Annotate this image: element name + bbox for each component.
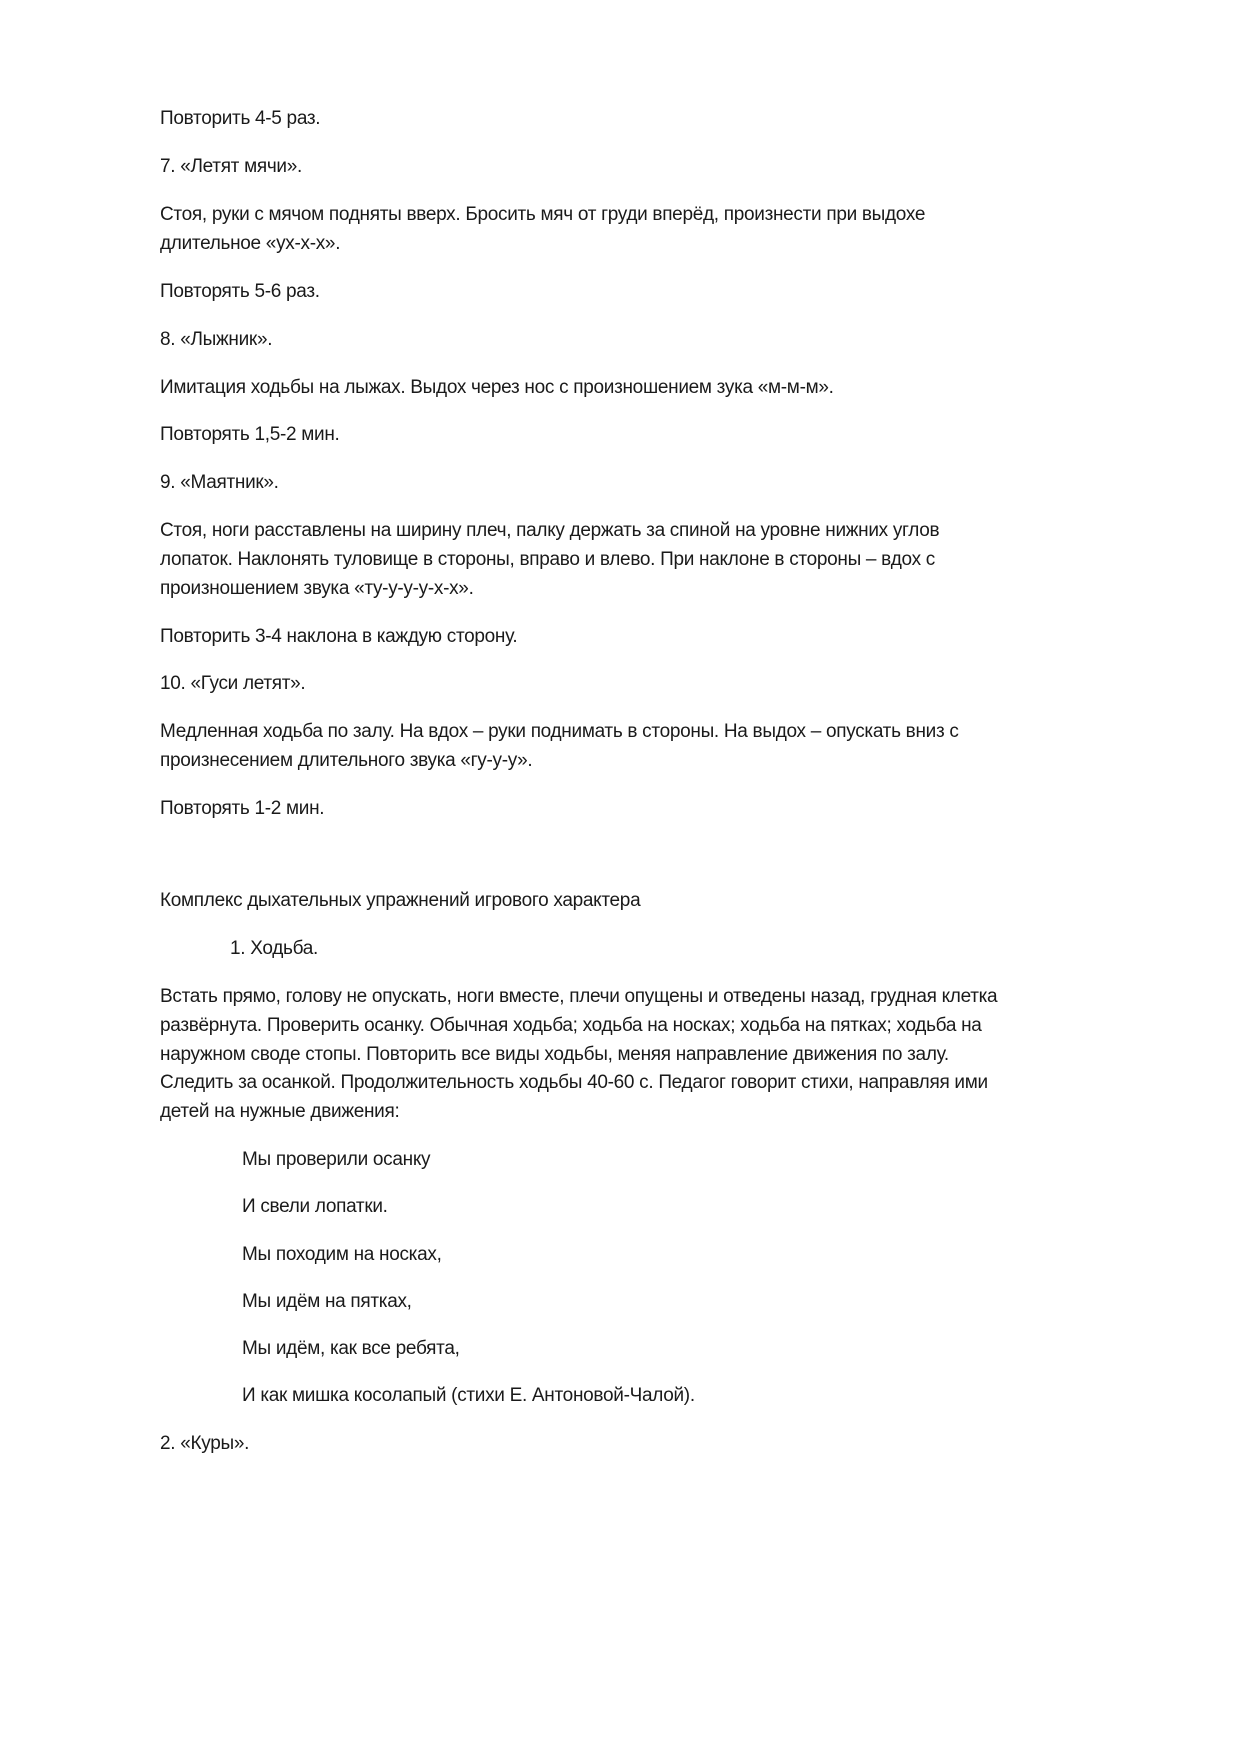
exercise-8-repeat: Повторять 1,5-2 мин.	[160, 424, 340, 445]
exercise-9-description-line-1: Стоя, ноги расставлены на ширину плеч, палку держать за спиной на уровне нижних углов	[160, 520, 940, 541]
exercise-7-repeat: Повторять 5-6 раз.	[160, 281, 320, 302]
exercise-heading-7: 7. «Летят мячи».	[160, 156, 302, 177]
poem-line-2: И свели лопатки.	[242, 1196, 388, 1217]
list-item-walking: 1. Ходьба.	[230, 938, 319, 959]
repeat-instruction: Повторить 4-5 раз.	[160, 108, 321, 129]
exercise-9-description-line-2: лопаток. Наклонять туловище в стороны, вправо и влево. При наклоне в стороны – вдох с	[160, 549, 935, 570]
exercise-heading-9: 9. «Маятник».	[160, 472, 279, 493]
exercise-heading-10: 10. «Гуси летят».	[160, 673, 306, 694]
poem-line-3: Мы походим на носках,	[242, 1244, 442, 1265]
poem-line-4: Мы идём на пятках,	[242, 1291, 412, 1312]
exercise-10-repeat: Повторять 1-2 мин.	[160, 798, 325, 819]
exercise-10-description-line-2: произнесением длительного звука «гу-у-у».	[160, 750, 533, 771]
exercise-9-repeat: Повторить 3-4 наклона в каждую сторону.	[160, 626, 518, 647]
walking-description-line-5: детей на нужные движения:	[160, 1101, 400, 1122]
walking-description-line-2: развёрнута. Проверить осанку. Обычная ходьба; ходьба на носках; ходьба на пятках; ходьба на	[160, 1015, 982, 1036]
poem-line-1: Мы проверили осанку	[242, 1149, 431, 1170]
exercise-heading-8: 8. «Лыжник».	[160, 329, 273, 350]
exercise-9-description-line-3: произношением звука «ту-у-у-у-х-х».	[160, 578, 474, 599]
exercise-10-description-line-1: Медленная ходьба по залу. На вдох – руки поднимать в стороны. На выдох – опускать вниз с	[160, 721, 959, 742]
walking-description-line-4: Следить за осанкой. Продолжительность ходьбы 40-60 с. Педагог говорит стихи, направляя ими	[160, 1072, 988, 1093]
section-title: Комплекс дыхательных упражнений игрового характера	[160, 890, 641, 911]
poem-line-5: Мы идём, как все ребята,	[242, 1338, 460, 1359]
poem-line-6: И как мишка косолапый (стихи Е. Антоновой-Чалой).	[242, 1385, 695, 1406]
exercise-7-description-line-2: длительное «ух-х-х».	[160, 233, 341, 254]
walking-description-line-3: наружном своде стопы. Повторить все виды ходьбы, меняя направление движения по залу.	[160, 1044, 949, 1065]
exercise-7-description-line-1: Стоя, руки с мячом подняты вверх. Бросить мяч от груди вперёд, произнести при выдохе	[160, 204, 926, 225]
exercise-heading-chickens: 2. «Куры».	[160, 1433, 250, 1454]
exercise-8-description: Имитация ходьбы на лыжах. Выдох через нос с произношением зука «м-м-м».	[160, 377, 834, 398]
walking-description-line-1: Встать прямо, голову не опускать, ноги вместе, плечи опущены и отведены назад, грудная клетка	[160, 986, 998, 1007]
